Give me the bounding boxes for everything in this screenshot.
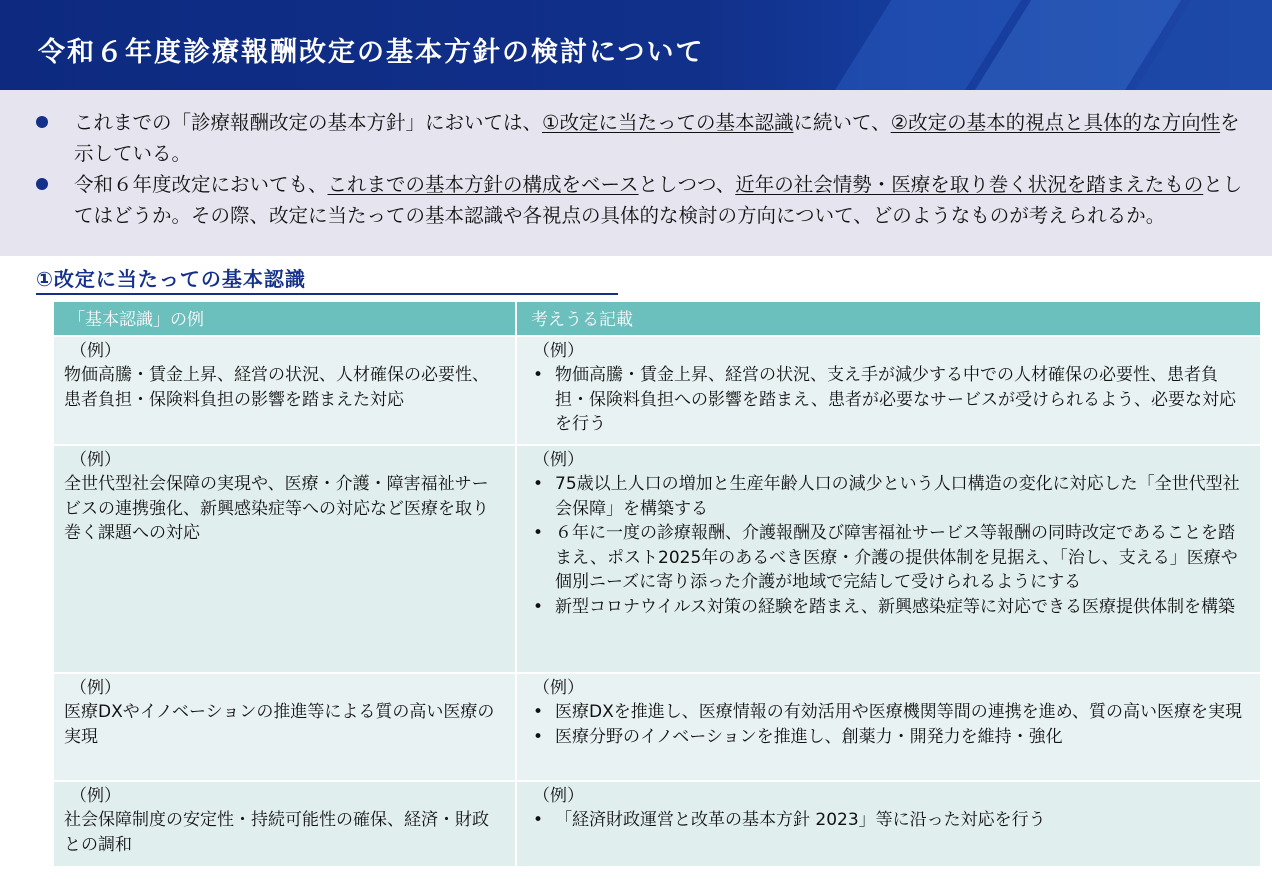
intro-box <box>0 90 1272 256</box>
example-label: （例） <box>533 678 584 698</box>
example-label: （例） <box>533 786 584 806</box>
section-underline <box>36 293 618 295</box>
example-text: 物価高騰・賃金上昇、経営の状況、人材確保の必要性、患者負担・保険料負担の影響を踏まえた対応 <box>64 365 489 410</box>
description-item: • 医療DXを推進し、医療情報の有効活用や医療機関等間の連携を進め、質の高い医療を実現 <box>527 700 1250 725</box>
title-bar <box>0 0 1272 90</box>
description-item: • 75歳以上人口の増加と生産年齢人口の減少という人口構造の変化に対応した「全世代型社会保障」を構築する <box>527 472 1250 521</box>
table-header-row <box>54 302 1260 335</box>
header-cell-description: 考えうる記載 <box>517 302 1260 335</box>
description-cell <box>517 446 1260 672</box>
description-item: • 医療分野のイノベーションを推進し、創薬力・開発力を維持・強化 <box>527 725 1250 750</box>
table-row <box>54 337 1260 444</box>
example-cell <box>54 674 515 780</box>
header-cell-example: 「基本認識」の例 <box>54 302 515 335</box>
table-row <box>54 674 1260 780</box>
example-cell <box>54 337 515 444</box>
description-item: • ６年に一度の診療報酬、介護報酬及び障害福祉サービス等報酬の同時改定であることを踏まえ、ポスト2025年のあるべき医療・介護の提供体制を見据え、「治し、支える」医療や個別ニーズに寄り添った介護が地域で完結して受けられるようにする <box>527 521 1250 595</box>
description-item: • 新型コロナウイルス対策の経験を踏まえ、新興感染症等に対応できる医療提供体制を構築 <box>527 595 1250 620</box>
page-title: 令和６年度診療報酬改定の基本方針の検討について <box>38 37 705 68</box>
bullet-dot-icon <box>36 178 48 190</box>
example-label: （例） <box>70 786 121 806</box>
example-label: （例） <box>70 678 121 698</box>
section-heading: ①改定に当たっての基本認識 <box>36 267 306 291</box>
example-text: 医療DXやイノベーションの推進等による質の高い医療の実現 <box>64 702 495 747</box>
description-cell <box>517 337 1260 444</box>
bullet-dot-icon <box>36 116 48 128</box>
example-cell <box>54 782 515 866</box>
description-item: • 物価高騰・賃金上昇、経営の状況、支え手が減少する中での人材確保の必要性、患者負担・保険料負担への影響を踏まえ、患者が必要なサービスが受けられるよう、必要な対応を行う <box>527 363 1250 437</box>
example-label: （例） <box>70 450 121 470</box>
example-label: （例） <box>70 341 121 361</box>
intro-bullet-1: これまでの「診療報酬改定の基本方針」においては、①改定に当たっての基本認識に続いて、②改定の基本的視点と具体的な方向性を示している。 <box>74 107 1244 169</box>
example-label: （例） <box>533 450 584 470</box>
table-row <box>54 782 1260 866</box>
example-text: 社会保障制度の安定性・持続可能性の確保、経済・財政との調和 <box>64 810 489 855</box>
example-text: 全世代型社会保障の実現や、医療・介護・障害福祉サービスの連携強化、新興感染症等への対応など医療を取り巻く課題への対応 <box>64 474 489 543</box>
example-label: （例） <box>533 341 584 361</box>
description-cell <box>517 782 1260 866</box>
example-cell <box>54 446 515 672</box>
table-row <box>54 446 1260 672</box>
description-cell <box>517 674 1260 780</box>
description-item: • 「経済財政運営と改革の基本方針 2023」等に沿った対応を行う <box>527 808 1250 833</box>
intro-bullet-2: 令和６年度改定においても、これまでの基本方針の構成をベースとしつつ、近年の社会情勢・医療を取り巻く状況を踏まえたものとしてはどうか。その際、改定に当たっての基本認識や各視点の具体的な検討の方向について、どのようなものが考えられるか。 <box>74 169 1244 231</box>
